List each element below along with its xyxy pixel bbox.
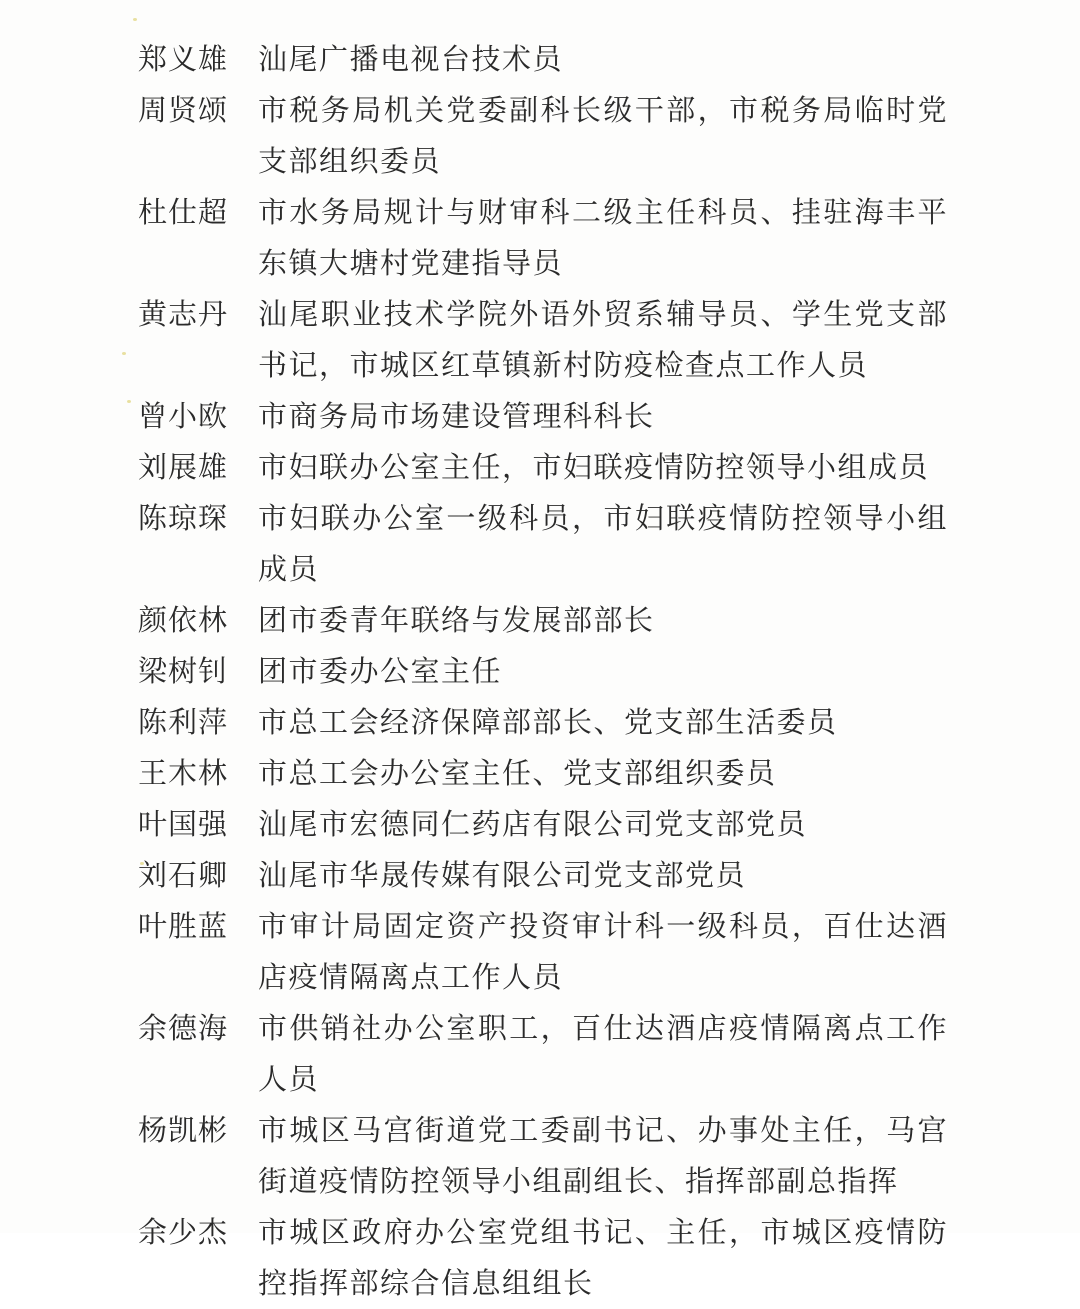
person-name: 王木林 xyxy=(138,756,229,790)
list-item xyxy=(138,85,958,187)
person-name: 杨凯彬 xyxy=(138,1113,229,1147)
list-item xyxy=(138,34,958,85)
list-item xyxy=(138,1003,958,1105)
person-name: 颜依林 xyxy=(138,603,229,637)
person-position: 市妇联办公室一级科员，市妇联疫情防控领导小组成员 xyxy=(258,501,948,586)
person-name: 叶国强 xyxy=(138,807,229,841)
honoree-list xyxy=(138,34,958,1309)
list-item xyxy=(138,493,958,595)
person-position: 市供销社办公室职工，百仕达酒店疫情隔离点工作人员 xyxy=(258,1011,948,1096)
person-name: 刘石卿 xyxy=(138,858,229,892)
list-item xyxy=(138,799,958,850)
person-name: 郑义雄 xyxy=(138,42,229,76)
person-name: 黄志丹 xyxy=(138,297,229,331)
person-position: 汕尾广播电视台技术员 xyxy=(258,42,564,76)
person-position: 汕尾市华晟传媒有限公司党支部党员 xyxy=(258,858,747,892)
list-item xyxy=(138,646,958,697)
list-item xyxy=(138,187,958,289)
person-name: 陈利萍 xyxy=(138,705,229,739)
paper-speck xyxy=(122,352,126,355)
list-item xyxy=(138,748,958,799)
person-position: 市妇联办公室主任，市妇联疫情防控领导小组成员 xyxy=(258,450,930,484)
paper-speck xyxy=(127,400,131,403)
person-position: 市商务局市场建设管理科科长 xyxy=(258,399,655,433)
person-name: 周贤颂 xyxy=(138,93,229,127)
person-position: 市城区政府办公室党组书记、主任，市城区疫情防控指挥部综合信息组组长 xyxy=(258,1215,948,1300)
person-name: 曾小欧 xyxy=(138,399,229,433)
list-item xyxy=(138,289,958,391)
person-position: 团市委办公室主任 xyxy=(258,654,503,688)
list-item xyxy=(138,850,958,901)
person-name: 余德海 xyxy=(138,1011,229,1045)
person-position: 市水务局规计与财审科二级主任科员、挂驻海丰平东镇大塘村党建指导员 xyxy=(258,195,948,280)
person-name: 杜仕超 xyxy=(138,195,229,229)
person-position: 市审计局固定资产投资审计科一级科员，百仕达酒店疫情隔离点工作人员 xyxy=(258,909,948,994)
person-name: 梁树钊 xyxy=(138,654,229,688)
person-position: 市总工会办公室主任、党支部组织委员 xyxy=(258,756,777,790)
paper-speck xyxy=(133,18,137,21)
list-item xyxy=(138,1207,958,1309)
list-item xyxy=(138,697,958,748)
person-position: 市总工会经济保障部部长、党支部生活委员 xyxy=(258,705,838,739)
person-position: 市城区马宫街道党工委副书记、办事处主任，马宫街道疫情防控领导小组副组长、指挥部副总指挥 xyxy=(258,1113,948,1198)
person-position: 团市委青年联络与发展部部长 xyxy=(258,603,655,637)
person-name: 余少杰 xyxy=(138,1215,229,1249)
list-item xyxy=(138,1105,958,1207)
person-name: 陈琼琛 xyxy=(138,501,229,535)
list-item xyxy=(138,442,958,493)
person-name: 叶胜蓝 xyxy=(138,909,229,943)
person-position: 市税务局机关党委副科长级干部，市税务局临时党支部组织委员 xyxy=(258,93,948,178)
person-name: 刘展雄 xyxy=(138,450,229,484)
person-position: 汕尾职业技术学院外语外贸系辅导员、学生党支部书记，市城区红草镇新村防疫检查点工作人员 xyxy=(258,297,948,382)
person-position: 汕尾市宏德同仁药店有限公司党支部党员 xyxy=(258,807,808,841)
list-item xyxy=(138,595,958,646)
list-item xyxy=(138,901,958,1003)
list-item xyxy=(138,391,958,442)
